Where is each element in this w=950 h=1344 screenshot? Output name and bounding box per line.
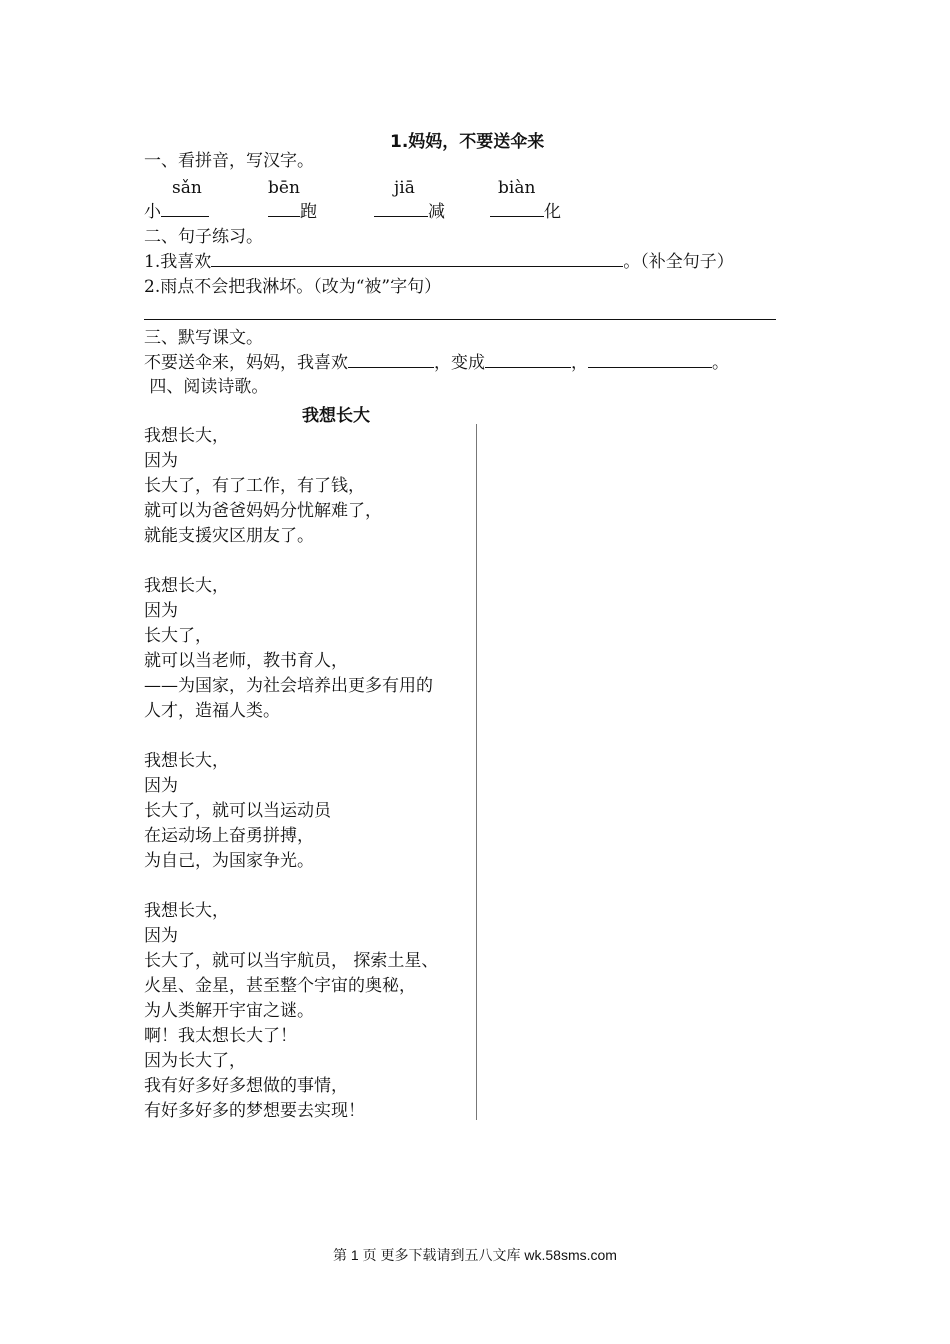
char-blank-4[interactable] <box>490 200 561 225</box>
pinyin-3: jiā <box>394 178 415 198</box>
answer-blank[interactable] <box>374 200 428 217</box>
poem-line: 就能支援灾区朋友了。 <box>144 526 314 546</box>
poem-line: 在运动场上奋勇拼搏， <box>144 826 314 846</box>
stanza-4 <box>144 899 470 1124</box>
stanza-2 <box>144 574 470 724</box>
q1-prefix: 1.我喜欢 <box>144 252 212 272</box>
poem-line: 火星、金星，甚至整个宇宙的奥秘， <box>144 976 416 996</box>
poem-line: 长大了，就可以当运动员 <box>144 801 331 821</box>
char-prefix: 小 <box>144 202 161 222</box>
char-suffix: 减 <box>428 202 445 222</box>
poem-line: 我想长大， <box>144 751 229 771</box>
page-title: 1.妈妈，不要送伞来 <box>390 132 545 152</box>
char-suffix: 跑 <box>300 202 317 222</box>
poem-line: 我想长大， <box>144 901 229 921</box>
poem-line: ——为国家，为社会培养出更多有用的 <box>144 676 433 696</box>
poem-body <box>144 424 470 1124</box>
recite-text-3: ， <box>571 353 588 373</box>
q1-suffix: 。（补全句子） <box>623 252 734 272</box>
poem-line: 我想长大， <box>144 426 229 446</box>
poem-line: 人才，造福人类。 <box>144 701 280 721</box>
answer-blank[interactable] <box>348 351 434 368</box>
poem-line: 就可以为爸爸妈妈分忧解难了， <box>144 501 382 521</box>
recite-text-2: ，变成 <box>434 353 485 373</box>
recite-text-1: 不要送伞来，妈妈，我喜欢 <box>144 353 348 373</box>
pinyin-4: biàn <box>498 178 536 198</box>
section4-heading: 四、阅读诗歌。 <box>144 377 269 397</box>
poem-line: 长大了，就可以当宇航员， 探索土星、 <box>144 951 439 971</box>
char-blank-2[interactable] <box>268 200 317 225</box>
poem-line: 因为 <box>144 926 178 946</box>
poem-title: 我想长大 <box>302 406 370 426</box>
answer-blank[interactable] <box>588 351 712 368</box>
recite-line <box>144 351 729 376</box>
poem-line: 长大了，有了工作，有了钱， <box>144 476 365 496</box>
poem-line: 为人类解开宇宙之谜。 <box>144 1001 314 1021</box>
char-blank-3[interactable] <box>374 200 445 225</box>
pinyin-2: bēn <box>268 178 300 198</box>
poem-line: 因为长大了， <box>144 1051 246 1071</box>
sentence-q2: 2.雨点不会把我淋坏。（改为“被”字句） <box>144 277 442 297</box>
sentence-q1 <box>144 250 734 275</box>
answer-blank[interactable] <box>268 200 300 217</box>
poem-line: 我有好多好多想做的事情， <box>144 1076 348 1096</box>
column-divider <box>476 424 477 1120</box>
page-footer: 第 1 页 更多下载请到五八文库 wk.58sms.com <box>333 1247 617 1263</box>
stanza-3 <box>144 749 470 874</box>
recite-text-4: 。 <box>712 353 729 373</box>
poem-line: 有好多好多的梦想要去实现！ <box>144 1101 365 1121</box>
section1-heading: 一、看拼音，写汉字。 <box>144 151 314 171</box>
poem-line: 啊！我太想长大了！ <box>144 1026 297 1046</box>
poem-line: 因为 <box>144 451 178 471</box>
answer-line[interactable] <box>144 319 776 320</box>
poem-line: 为自己，为国家争光。 <box>144 851 314 871</box>
char-blank-1[interactable] <box>144 200 209 225</box>
poem-line: 就可以当老师，教书育人， <box>144 651 348 671</box>
poem-line: 因为 <box>144 601 178 621</box>
poem-line: 因为 <box>144 776 178 796</box>
answer-blank[interactable] <box>490 200 544 217</box>
poem-line: 长大了， <box>144 626 212 646</box>
pinyin-1: sǎn <box>172 178 202 198</box>
answer-blank[interactable] <box>161 200 209 217</box>
section2-heading: 二、句子练习。 <box>144 227 263 247</box>
answer-blank[interactable] <box>485 351 571 368</box>
poem-line: 我想长大， <box>144 576 229 596</box>
section3-heading: 三、默写课文。 <box>144 328 263 348</box>
answer-blank[interactable] <box>211 250 623 267</box>
char-suffix: 化 <box>544 202 561 222</box>
stanza-1 <box>144 424 470 549</box>
